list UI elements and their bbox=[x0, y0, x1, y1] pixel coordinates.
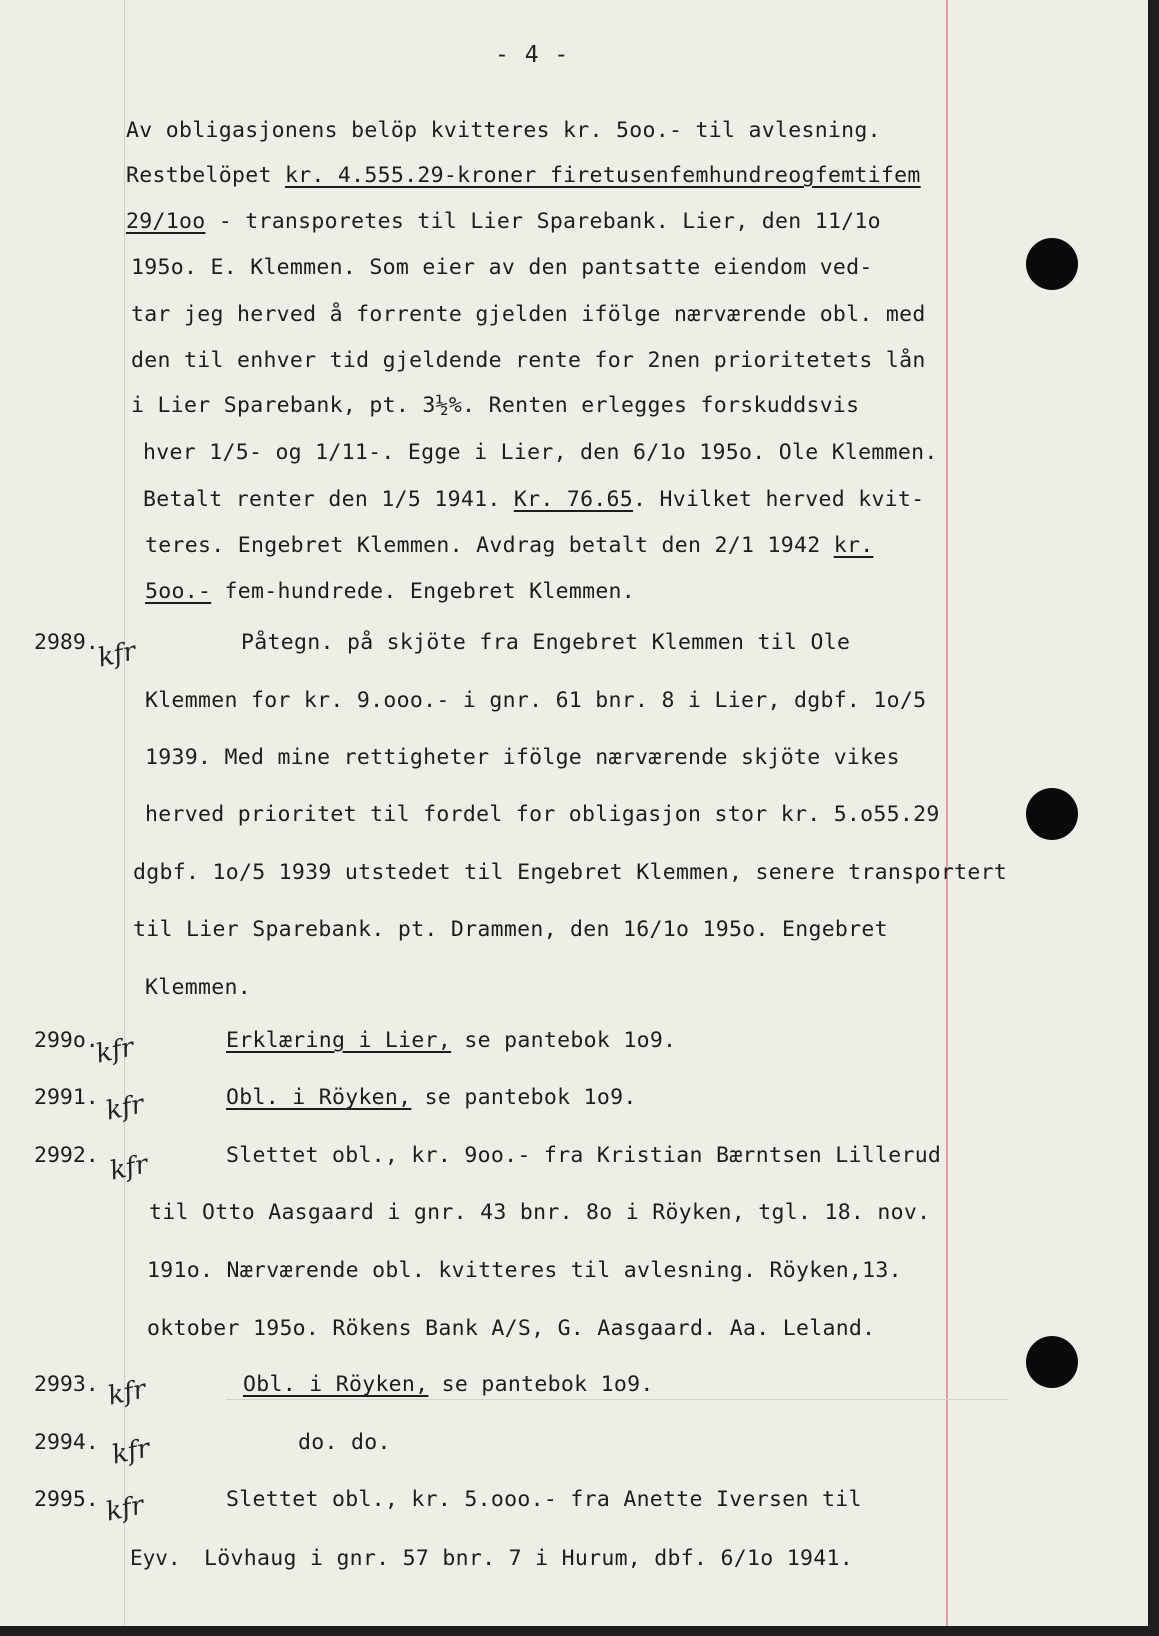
text-line bbox=[147, 1316, 875, 1341]
text-segment: 195o. E. Klemmen. Som eier av den pantsatte eiendom ved- bbox=[131, 255, 873, 280]
underlined-text: 5oo.- bbox=[145, 579, 212, 604]
underlined-text: Obl. i Röyken, bbox=[226, 1085, 412, 1110]
margin-initials: kfr bbox=[107, 1149, 151, 1187]
text-line bbox=[131, 393, 859, 418]
margin-initials: kfr bbox=[93, 1032, 137, 1070]
text-segment: Av obligasjonens belöp kvitteres kr. 5oo.- til avlesning. bbox=[126, 118, 881, 143]
punch-hole bbox=[1026, 1336, 1078, 1388]
entry-number: 2992. bbox=[34, 1143, 99, 1168]
text-segment: se pantebok 1o9. bbox=[411, 1085, 637, 1110]
text-line bbox=[204, 1546, 853, 1571]
text-segment: . Hvilket herved kvit- bbox=[633, 487, 925, 512]
text-line bbox=[145, 688, 926, 713]
text-line bbox=[226, 1085, 637, 1110]
text-line bbox=[149, 1200, 930, 1225]
text-line bbox=[126, 118, 881, 143]
margin-initials: kfr bbox=[105, 1374, 149, 1412]
margin-initials: kfr bbox=[95, 636, 139, 674]
text-line bbox=[126, 163, 921, 188]
entry-number: 2995. bbox=[34, 1487, 99, 1512]
page-number: - 4 - bbox=[495, 42, 570, 68]
text-segment: Klemmen. bbox=[145, 975, 251, 1000]
underlined-text: kr. 4.555.29-kroner firetusenfemhundreogfemtifem bbox=[284, 163, 921, 188]
underlined-text: 29/1oo bbox=[126, 209, 206, 234]
text-line bbox=[226, 1143, 941, 1168]
text-line bbox=[131, 255, 873, 280]
text-segment: Lövhaug i gnr. 57 bnr. 7 i Hurum, dbf. 6/1o 1941. bbox=[204, 1546, 853, 1571]
text-segment: tar jeg herved å forrente gjelden ifölge nærværende obl. med bbox=[131, 302, 926, 327]
text-line bbox=[143, 487, 924, 512]
text-segment: do. do. bbox=[298, 1430, 391, 1455]
text-line bbox=[133, 917, 888, 942]
text-segment: 191o. Nærværende obl. kvitteres til avlesning. Röyken,13. bbox=[147, 1258, 902, 1283]
right-margin-rule bbox=[946, 0, 948, 1626]
entry-number: 299o. bbox=[34, 1028, 99, 1053]
text-line bbox=[145, 745, 900, 770]
text-segment: herved prioritet til fordel for obligasjon stor kr. 5.o55.29 bbox=[145, 802, 940, 827]
entry-number: 2991. bbox=[34, 1085, 99, 1110]
text-line bbox=[145, 533, 873, 558]
text-segment: Restbelöpet bbox=[126, 163, 285, 188]
underlined-text: Obl. i Röyken, bbox=[243, 1372, 429, 1397]
underlined-text: Kr. 76.65 bbox=[513, 487, 634, 512]
text-line bbox=[147, 1258, 902, 1283]
text-line bbox=[241, 630, 850, 655]
text-line bbox=[145, 579, 635, 604]
text-segment: Klemmen for kr. 9.ooo.- i gnr. 61 bnr. 8 i Lier, dgbf. 1o/5 bbox=[145, 688, 927, 713]
text-line bbox=[126, 209, 881, 234]
underlined-text: kr. bbox=[833, 533, 874, 558]
text-line bbox=[226, 1487, 862, 1512]
text-segment: til Lier Sparebank. pt. Drammen, den 16/1o 195o. Engebret bbox=[133, 917, 888, 942]
margin-note: Eyv. bbox=[130, 1546, 181, 1570]
text-segment: Slettet obl., kr. 5.ooo.- fra Anette Iversen til bbox=[226, 1487, 862, 1512]
entry-number: 2994. bbox=[34, 1430, 99, 1455]
text-segment: dgbf. 1o/5 1939 utstedet til Engebret Klemmen, senere transportert bbox=[133, 860, 1008, 885]
text-segment: - transporetes til Lier Sparebank. Lier, den 11/1o bbox=[205, 209, 881, 234]
text-segment: Slettet obl., kr. 9oo.- fra Kristian Bærntsen Lillerud bbox=[226, 1143, 942, 1168]
faint-separator bbox=[226, 1399, 1008, 1400]
text-segment: oktober 195o. Rökens Bank A/S, G. Aasgaard. Aa. Leland. bbox=[147, 1316, 876, 1341]
underlined-text: Erklæring i Lier, bbox=[226, 1028, 452, 1053]
text-line bbox=[243, 1372, 654, 1397]
text-segment: Påtegn. på skjöte fra Engebret Klemmen til Ole bbox=[241, 630, 851, 655]
text-segment: i Lier Sparebank, pt. 3½%. Renten erlegges forskuddsvis bbox=[131, 393, 860, 418]
text-segment: fem-hundrede. Engebret Klemmen. bbox=[211, 579, 636, 604]
text-segment: Betalt renter den 1/5 1941. bbox=[143, 487, 514, 512]
text-line bbox=[226, 1028, 676, 1053]
punch-hole bbox=[1026, 238, 1078, 290]
margin-initials: kfr bbox=[103, 1490, 147, 1528]
text-segment: se pantebok 1o9. bbox=[451, 1028, 677, 1053]
punch-hole bbox=[1026, 788, 1078, 840]
text-line bbox=[298, 1430, 391, 1455]
margin-initials: kfr bbox=[103, 1089, 147, 1127]
text-segment: til Otto Aasgaard i gnr. 43 bnr. 8o i Röyken, tgl. 18. nov. bbox=[149, 1200, 931, 1225]
text-segment: den til enhver tid gjeldende rente for 2nen prioritetets lån bbox=[131, 348, 926, 373]
text-segment: se pantebok 1o9. bbox=[428, 1372, 654, 1397]
entry-number: 2989. bbox=[34, 630, 99, 655]
text-segment: teres. Engebret Klemmen. Avdrag betalt den 2/1 1942 bbox=[145, 533, 834, 558]
text-segment: 1939. Med mine rettigheter ifölge nærværende skjöte vikes bbox=[145, 745, 900, 770]
text-line bbox=[145, 975, 251, 1000]
margin-initials: kfr bbox=[109, 1433, 153, 1471]
text-line bbox=[133, 860, 1007, 885]
text-line bbox=[131, 302, 926, 327]
text-line bbox=[145, 802, 940, 827]
entry-number: 2993. bbox=[34, 1372, 99, 1397]
text-line bbox=[131, 348, 926, 373]
text-line bbox=[143, 440, 938, 465]
text-segment: hver 1/5- og 1/11-. Egge i Lier, den 6/1o 195o. Ole Klemmen. bbox=[143, 440, 938, 465]
